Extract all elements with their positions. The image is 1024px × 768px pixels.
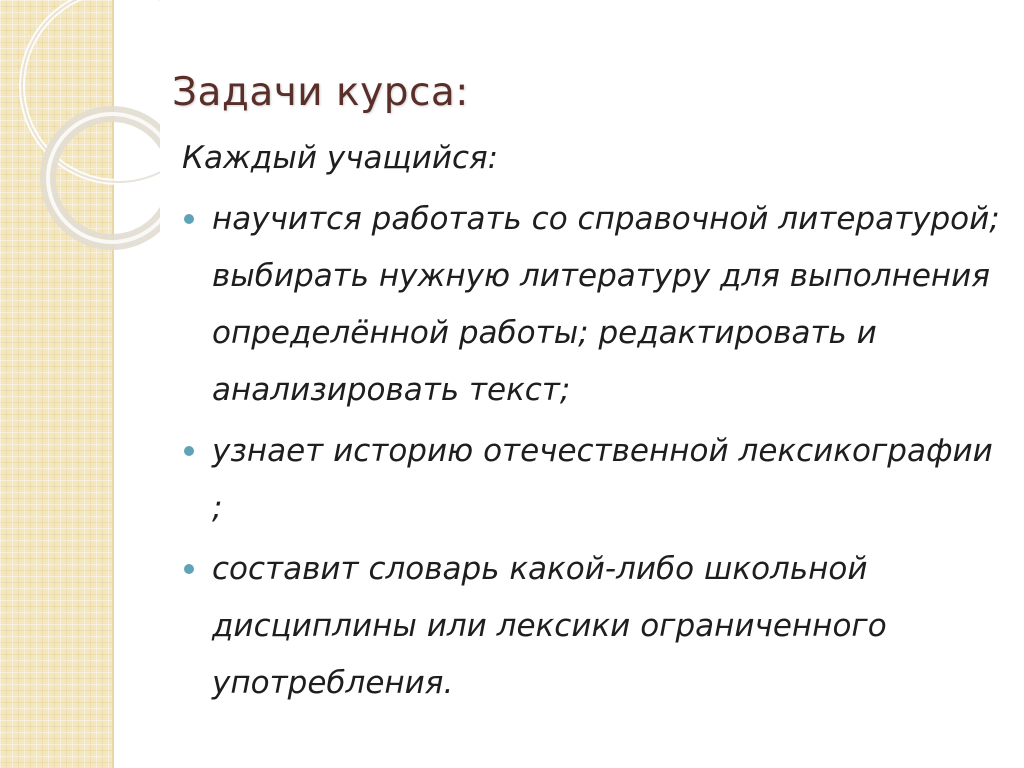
bullet-dot-icon (184, 214, 194, 224)
bullet-text: составит словарь какой-либо школьной дисциплины или лексики ограниченного употребления. (212, 551, 887, 701)
bullet-item (180, 541, 1000, 712)
bullet-dot-icon (184, 564, 194, 574)
bullet-item (180, 423, 1000, 537)
bullet-text: узнает историю отечественной лексикографии ; (212, 433, 993, 526)
bullet-item (180, 191, 1000, 419)
decorative-rings-icon (0, 0, 160, 300)
bullet-dot-icon (184, 446, 194, 456)
lead-text: Каждый учащийся: (182, 140, 499, 176)
bullet-text: научится работать со справочной литературой; выбирать нужную литературу для выполнения определённой работы; редактировать и анализировать текст; (212, 201, 1000, 408)
bullet-list (180, 191, 1000, 712)
slide-title: Задачи курса: (172, 70, 469, 115)
slide-body (180, 130, 1000, 712)
